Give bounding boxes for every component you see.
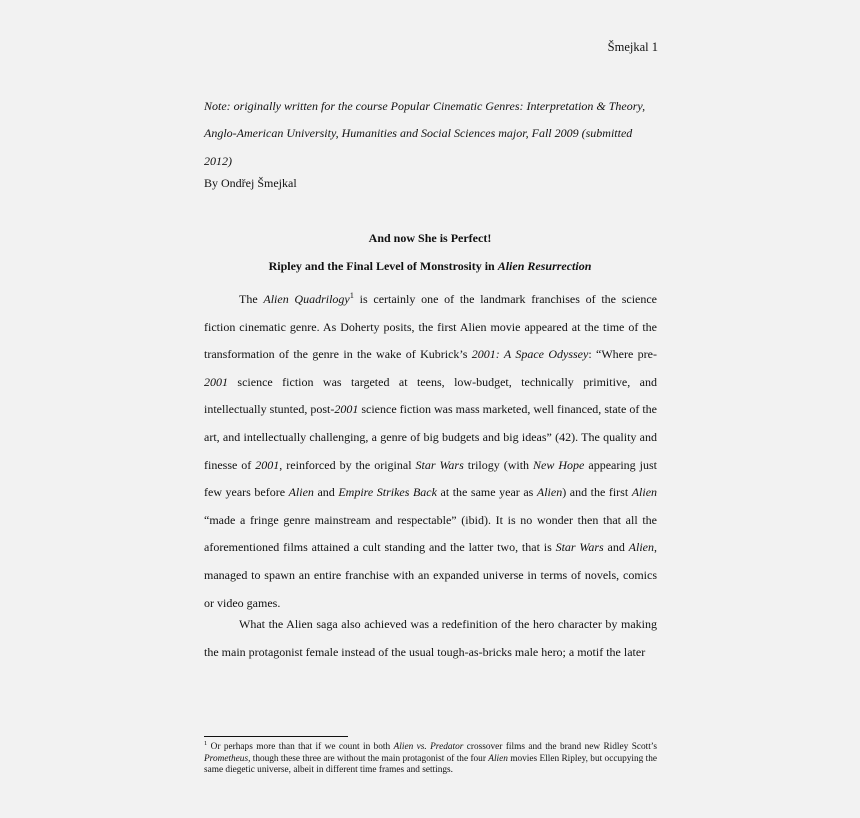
italic-text: 2001: A Space Odyssey: [471, 347, 589, 362]
footnote-divider: [204, 736, 348, 737]
italic-text: Alien Quadrilogy: [263, 292, 350, 306]
author-byline: By Ondřej Šmejkal: [204, 176, 297, 190]
essay-subtitle: [204, 259, 656, 274]
italic-text: Alien: [488, 753, 508, 764]
course-note: Note: originally written for the course Popular Cinematic Genres: Interpretation & Theory, Anglo-American University, Humanities and Social Sciences major, Fall 2009 (submitted 2012): [204, 99, 646, 168]
footnote-marker: 1: [349, 291, 354, 300]
footnote-1: $^1$ Or perhaps more than that if we count in both Alien vs. Predator crossover films and the brand new Ridley Scott’s Prometheus, though these three are without the main protagonist of the four Alien movies Ellen Ripley, but occupying the same diegetic universe, albeit in different time frames and settings.: [204, 739, 658, 776]
italic-text: 2001: [255, 457, 280, 472]
italic-text: Prometheus: [204, 753, 249, 764]
italic-text: Alien vs. Predator: [393, 742, 464, 752]
italic-text: 2001: [334, 402, 359, 417]
italic-text: New Hope: [533, 457, 585, 472]
running-head: Šmejkal 1: [607, 40, 658, 54]
italic-text: 2001: [204, 374, 228, 389]
footnote-marker: 1: [204, 739, 208, 747]
italic-text: Alien: [631, 485, 658, 500]
body-paragraph-2: What the Alien saga also achieved was a redefinition of the hero character by making the main protagonist female instead of the usual tough-as-bricks male hero; a motif the later: [204, 617, 657, 659]
italic-text: Star Wars: [555, 540, 604, 555]
italic-text: Star Wars: [415, 457, 464, 472]
italic-text: Empire Strikes Back: [338, 485, 437, 500]
essay-title: And now She is Perfect!: [368, 231, 492, 245]
subtitle-main: Ripley and the Final Level of Monstrosity in: [268, 259, 498, 273]
italic-text: Alien: [288, 485, 314, 500]
italic-text: Alien: [536, 485, 563, 500]
subtitle-film-title: Alien Resurrection: [497, 259, 592, 273]
italic-text: Alien: [628, 540, 654, 555]
body-paragraph-1: The Alien Quadrilogy$^1$ is certainly one of the landmark franchises of the science fiction cinematic genre. As Doherty posits, the first Alien movie appeared at the time of the transformation of the genre in the wake of Kubrick’s 2001: A Space Odyssey: “Where pre-2001 science fiction was targeted at teens, low-budget, technically primitive, and intellectually stunted, post-2001 science fiction was mass marketed, well financed, state of the art, and intellectually challenging, a genre of big budgets and big ideas” (42). The quality and finesse of 2001, reinforced by the original Star Wars trilogy (with New Hope appearing just few years before Alien and Empire Strikes Back at the same year as Alien) and the first Alien “made a fringe genre mainstream and respectable” (ibid). It is no wonder then that all the aforementioned films attained a cult standing and the latter two, that is Star Wars and Alien, managed to spawn an entire franchise with an expanded universe in terms of novels, comics or video games.: [204, 291, 658, 610]
